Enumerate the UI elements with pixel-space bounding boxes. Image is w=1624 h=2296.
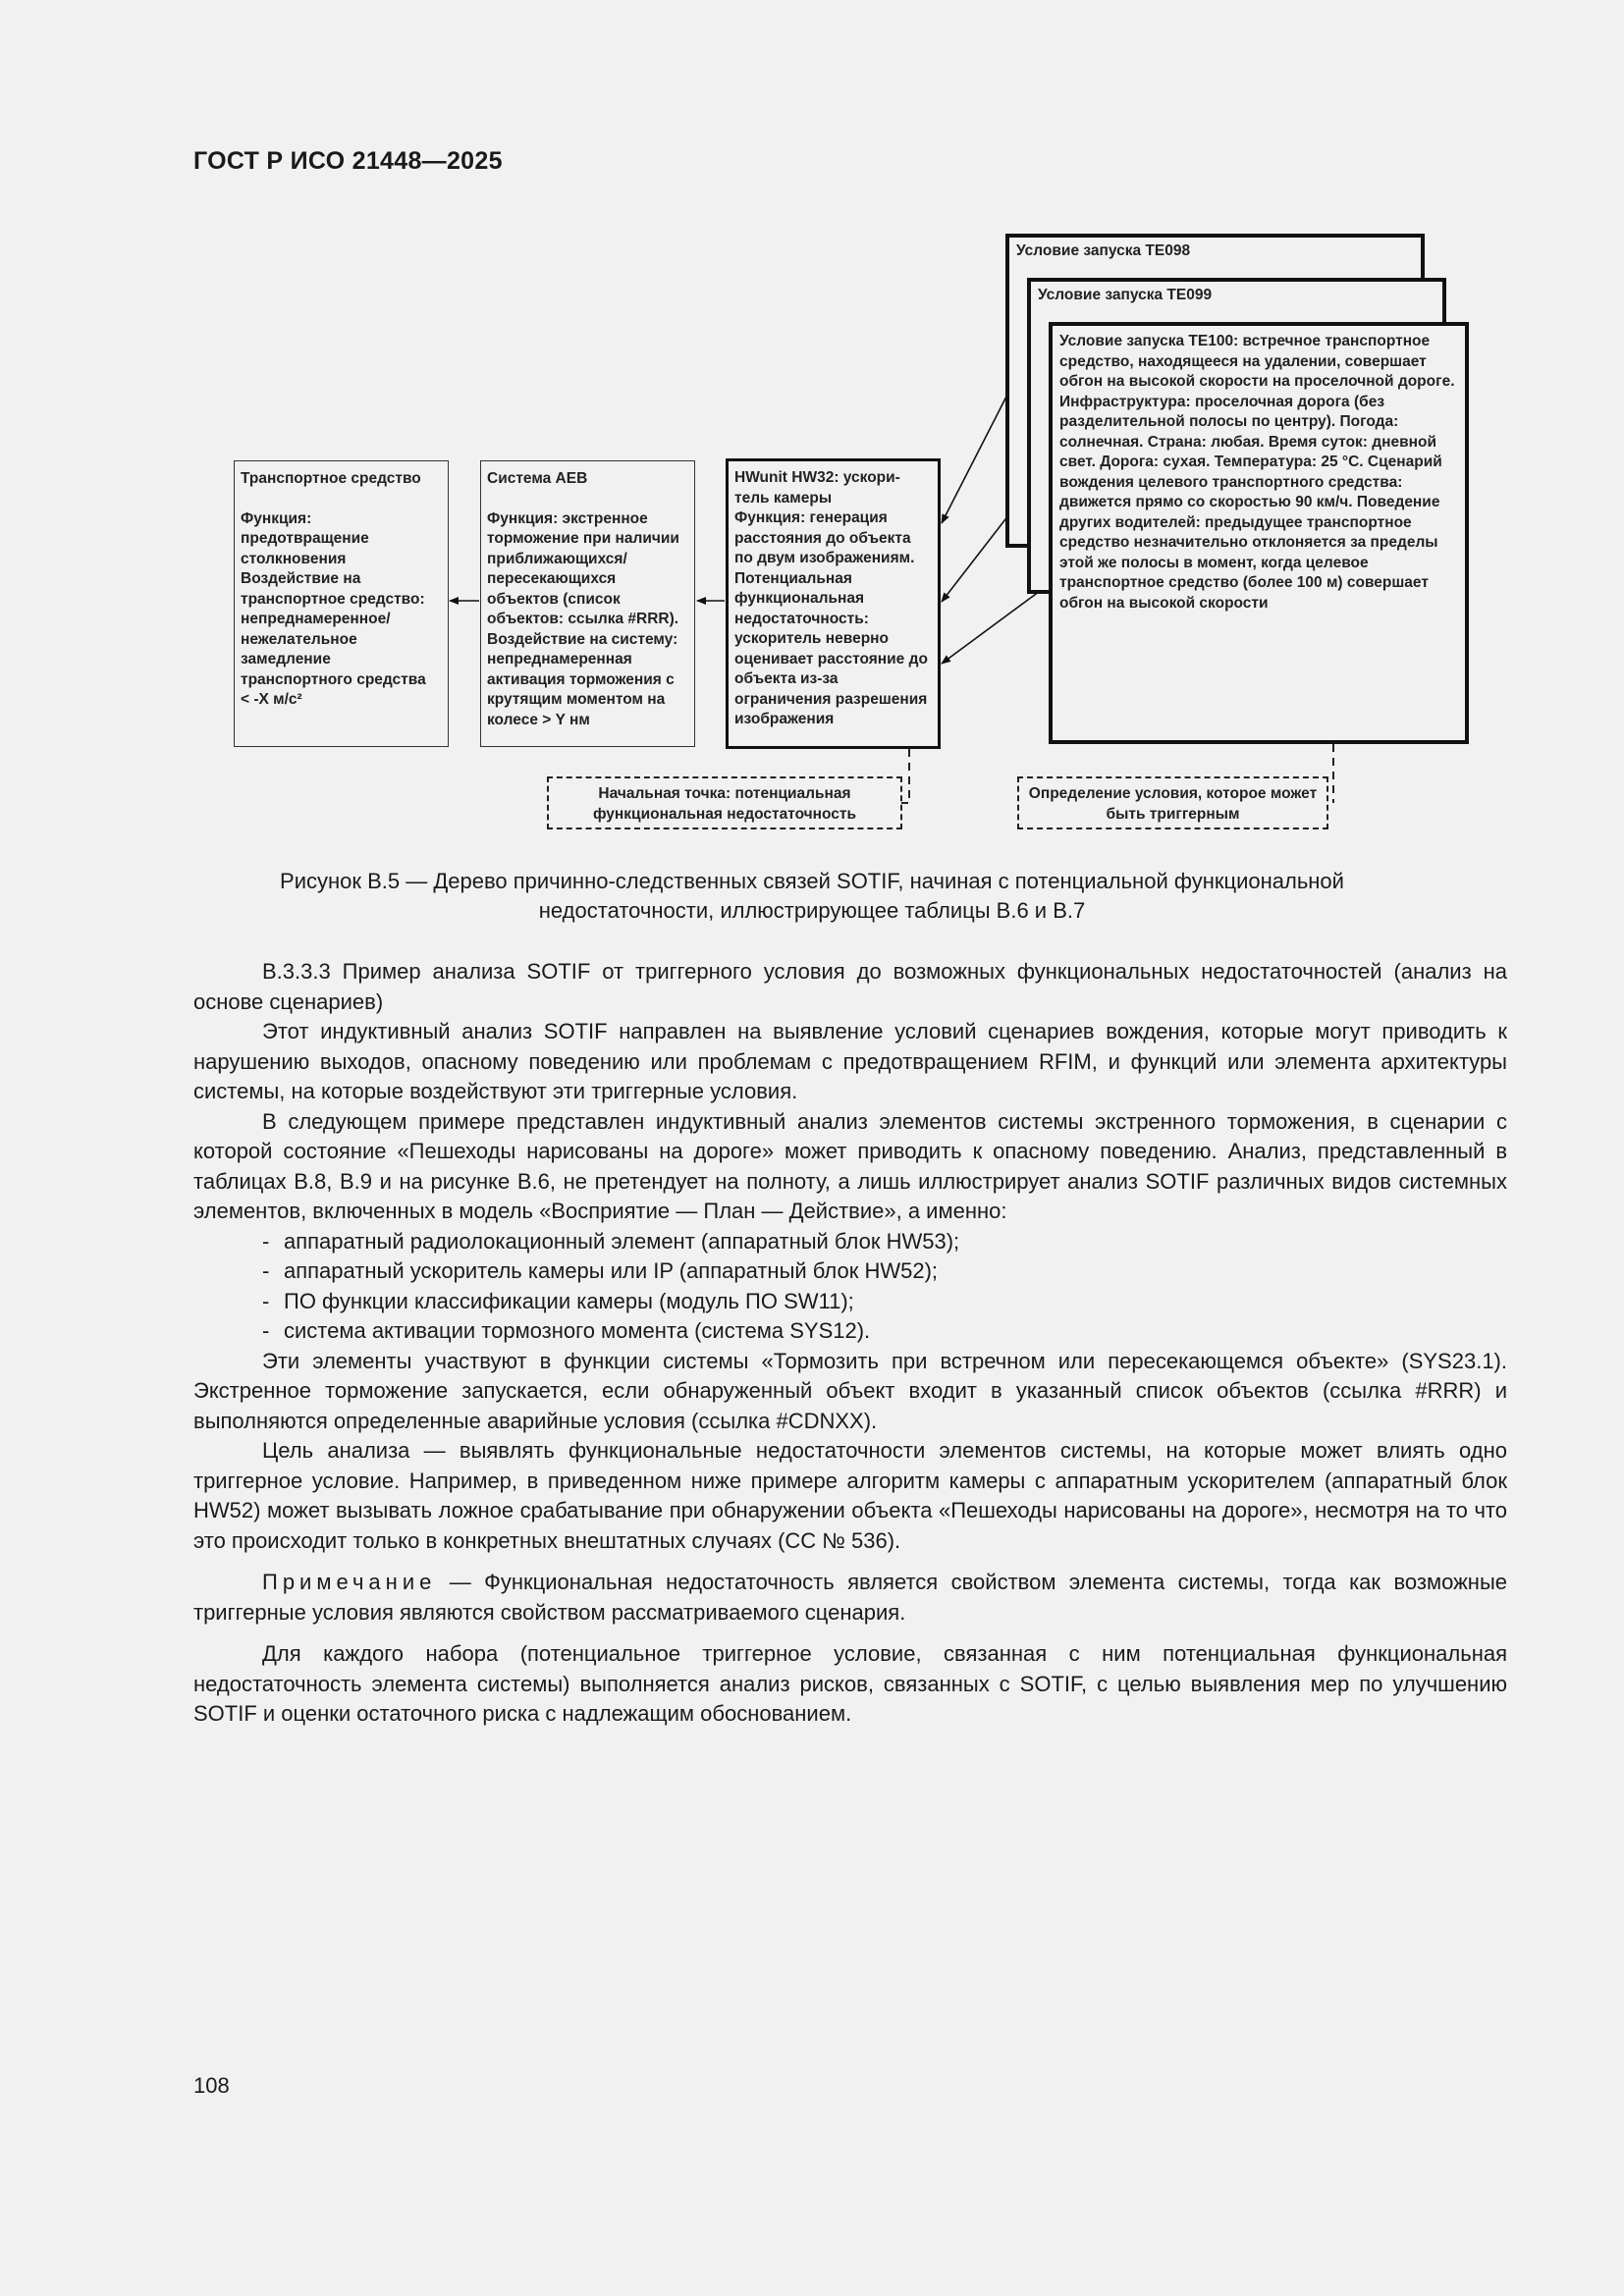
- aeb-box-line: объектов: ссылка #RRR).: [487, 611, 679, 627]
- caption-line: Рисунок В.5 — Дерево причинно-следственных связей SOTIF, начиная с потенциальной функциональной: [280, 869, 1344, 893]
- list-item: - ПО функции классификации камеры (модуль ПО SW11);: [262, 1288, 854, 1313]
- list-item: - аппаратный ускоритель камеры или IP (аппаратный блок HW52);: [262, 1258, 939, 1283]
- note-paragraph: [193, 1568, 1507, 1628]
- list-item-text: аппаратный ускоритель камеры или IP (аппаратный блок HW52);: [284, 1258, 939, 1283]
- paragraph: В следующем примере представлен индуктивный анализ элементов системы экстренного торможения, в сценарии с которой состояние «Пешеходы нарисованы на дороге» может приводить к опасному поведению. Анализ, представленный в таблицах В.8, В.9 и на рисунке В.6, не претендует на полноту, а лишь иллюстрирует анализ SOTIF различных видов системных элементов, включенных в модель «Восприятие — План — Действие», а именно:: [193, 1108, 1507, 1223]
- te100-line: Сценарий вождения целевого транспортного: [1059, 454, 1442, 491]
- te100-line: 100 м) совершает обгон на высокой скорости: [1059, 574, 1429, 612]
- hw-box-line: Потенциальная: [734, 569, 852, 587]
- paragraph: Этот индуктивный анализ SOTIF направлен на выявление условий сценариев вождения, которые могут приводить к нарушению выходов, опасному поведению или проблемам с предотвращением RFIM, и функций или элемента архитектуры системы, на которые воздействуют эти триггерные условия.: [193, 1019, 1507, 1103]
- list-item: - система активации тормозного момента (система SYS12).: [262, 1318, 871, 1343]
- figure-caption: [193, 867, 1431, 926]
- list-item-text: система активации тормозного момента (система SYS12).: [284, 1318, 871, 1343]
- aeb-box-line: непреднамеренная: [487, 651, 632, 667]
- list-item-text: ПО функции классификации камеры (модуль ПО SW11);: [284, 1288, 854, 1313]
- aeb-box-line: крутящим моментом на: [487, 691, 666, 708]
- document-body: [193, 957, 1507, 1730]
- trigger-condition-te100-box: [1049, 322, 1469, 744]
- te100-line: Дорога: сухая.: [1100, 454, 1211, 470]
- sotif-cause-effect-diagram: [0, 0, 1624, 883]
- hw-box-line: оценивает расстояние до: [734, 650, 928, 667]
- te100-line: Погода: солнечная.: [1059, 413, 1399, 451]
- aeb-box-line: приближающихся/: [487, 550, 627, 567]
- vehicle-box-line: транспортное средство:: [241, 590, 425, 608]
- te100-line: дороге.: [1397, 373, 1455, 390]
- te100-line: Поведение других водителей: предыдущее: [1059, 494, 1440, 531]
- start-note-line: Начальная точка: потенциальная: [598, 785, 851, 802]
- aeb-box-line: Воздействие на систему:: [487, 630, 678, 648]
- vehicle-box-line: Воздействие на: [241, 570, 361, 587]
- te100-line: Условие запуска ТЕ100: встречное транспортное: [1059, 333, 1431, 349]
- hw-box-line: по двум изображениям.: [734, 550, 915, 566]
- te100-line: Страна: любая.: [1147, 433, 1265, 451]
- document-header: ГОСТ Р ИСО 21448—2025: [193, 147, 503, 175]
- start-point-note: [547, 776, 902, 829]
- trigger-definition-note: [1017, 776, 1328, 829]
- vehicle-box-title: Транспортное средство: [241, 470, 421, 487]
- te100-line: Температура: 25 °С.: [1214, 454, 1364, 470]
- te100-line: когда целевое транспортное средство (более: [1059, 554, 1369, 591]
- vehicle-box-line: непреднамеренное/: [241, 611, 391, 627]
- vehicle-box-line: нежелательное: [241, 630, 357, 648]
- vehicle-box: [234, 460, 449, 747]
- vehicle-box-line: предотвращение: [241, 530, 369, 547]
- hw-box-line: HWunit HW32: ускори-: [734, 469, 900, 486]
- aeb-box-line: торможение при наличии: [487, 530, 679, 547]
- hw-box-line: тель камеры: [734, 489, 833, 507]
- hw-box-line: ограничения разрешения: [734, 690, 928, 708]
- paragraph: Эти элементы участвуют в функции системы «Тормозить при встречном или пересекающемся объекте» (SYS23.1). Экстренное торможение запускается, если обнаруженный объект входит в указанный список объектов (ссылка #RRR) и выполняются определенные аварийные условия (ссылка #CDNXX).: [193, 1348, 1507, 1433]
- vehicle-box-line: транспортного средства: [241, 670, 426, 688]
- aeb-box-line: активация торможения с: [487, 670, 675, 688]
- paragraph: Цель анализа — выявлять функциональные недостаточности элементов системы, на которые может влиять одно триггерное условие. Например, в приведенном ниже примере алгоритм камеры с аппаратным ускорителем (аппаратный блок HW52) может вызывать ложное срабатывание при обнаружении объекта «Пешеходы нарисованы на дороге», несмотря на то что это происходит только в конкретных внештатных случаях (СС № 536).: [193, 1438, 1507, 1553]
- list-item: - аппаратный радиолокационный элемент (аппаратный блок HW53);: [262, 1228, 960, 1254]
- vehicle-box-line: Функция:: [241, 509, 312, 527]
- arrow-te100-to-hw: [942, 583, 1051, 664]
- note-label: Примечание: [262, 1570, 437, 1594]
- section-heading-paragraph: В.3.3.3 Пример анализа SOTIF от триггерного условия до возможных функциональных недостаточностей (анализ на основе сценариев): [193, 959, 1507, 1014]
- hw-box-line: объекта из-за: [734, 670, 839, 687]
- te100-line: разделительной полосы по центру).: [1059, 413, 1336, 430]
- caption-line: недостаточности, иллюстрирующее таблицы В.6 и В.7: [538, 898, 1086, 923]
- te100-line: отклоняется за пределы этой же полосы в момент,: [1059, 534, 1438, 571]
- hw-unit-box: [726, 458, 941, 749]
- te099-title: Условие запуска ТЕ099: [1038, 287, 1213, 303]
- paragraph: Для каждого набора (потенциальное триггерное условие, связанная с ним потенциальная функциональная недостаточность элемента системы) выполняется анализ рисков, связанных с SOTIF, с целью выявления мер по улучшению SOTIF и оценки остаточного риска с надлежащим обоснованием.: [193, 1641, 1507, 1726]
- te100-line: обгон на высокой скорости на проселочной: [1059, 373, 1394, 390]
- hw-box-line: Функция: генерация: [734, 509, 888, 526]
- vehicle-box-line: замедление: [241, 651, 331, 667]
- trigger-note-line: Определение условия, которое: [1028, 785, 1267, 802]
- hw-box-line: ускоритель неверно: [734, 630, 889, 647]
- hw-box-line: функциональная: [734, 590, 865, 607]
- aeb-box-line: колесе > Y нм: [487, 711, 590, 728]
- element-list: [193, 1227, 1507, 1347]
- te100-line: Время суток: дневной свет.: [1059, 433, 1436, 470]
- aeb-box-line: объектов (список: [487, 590, 621, 608]
- vehicle-box-line: столкновения: [241, 550, 347, 567]
- te098-title: Условие запуска ТЕ098: [1016, 242, 1191, 259]
- page-number: 108: [193, 2073, 230, 2098]
- hw-box-line: расстояния до объекта: [734, 529, 911, 547]
- connector-hw-to-start-note: [901, 749, 909, 803]
- start-note-line: функциональная недостаточность: [592, 805, 857, 823]
- te100-line: Инфраструктура: проселочная дорога (без: [1059, 393, 1385, 410]
- te100-line: транспортное средство незначительно: [1059, 513, 1412, 551]
- te100-line: средства: движется прямо со скоростью 90 км/ч.: [1059, 473, 1403, 510]
- hw-box-line: изображения: [734, 711, 835, 727]
- note-text: — Функциональная недостаточность является свойством элемента системы, тогда как возможные триггерные условия являются свойством рассматриваемого сценария.: [193, 1570, 1507, 1625]
- vehicle-box-line: < -X м/с²: [241, 691, 302, 708]
- arrow-te098-to-hw: [942, 395, 1007, 523]
- aeb-system-box: [480, 460, 695, 747]
- te100-line: средство, находящееся на удалении, совершает: [1059, 352, 1427, 370]
- aeb-box-line: Функция: экстренное: [487, 509, 648, 527]
- trigger-note-line: может быть триггерным: [1106, 785, 1318, 823]
- hw-box-line: недостаточность:: [734, 610, 869, 627]
- aeb-box-title: Система АЕВ: [487, 470, 588, 487]
- list-item-text: аппаратный радиолокационный элемент (аппаратный блок HW53);: [284, 1228, 960, 1254]
- aeb-box-line: пересекающихся: [487, 570, 617, 587]
